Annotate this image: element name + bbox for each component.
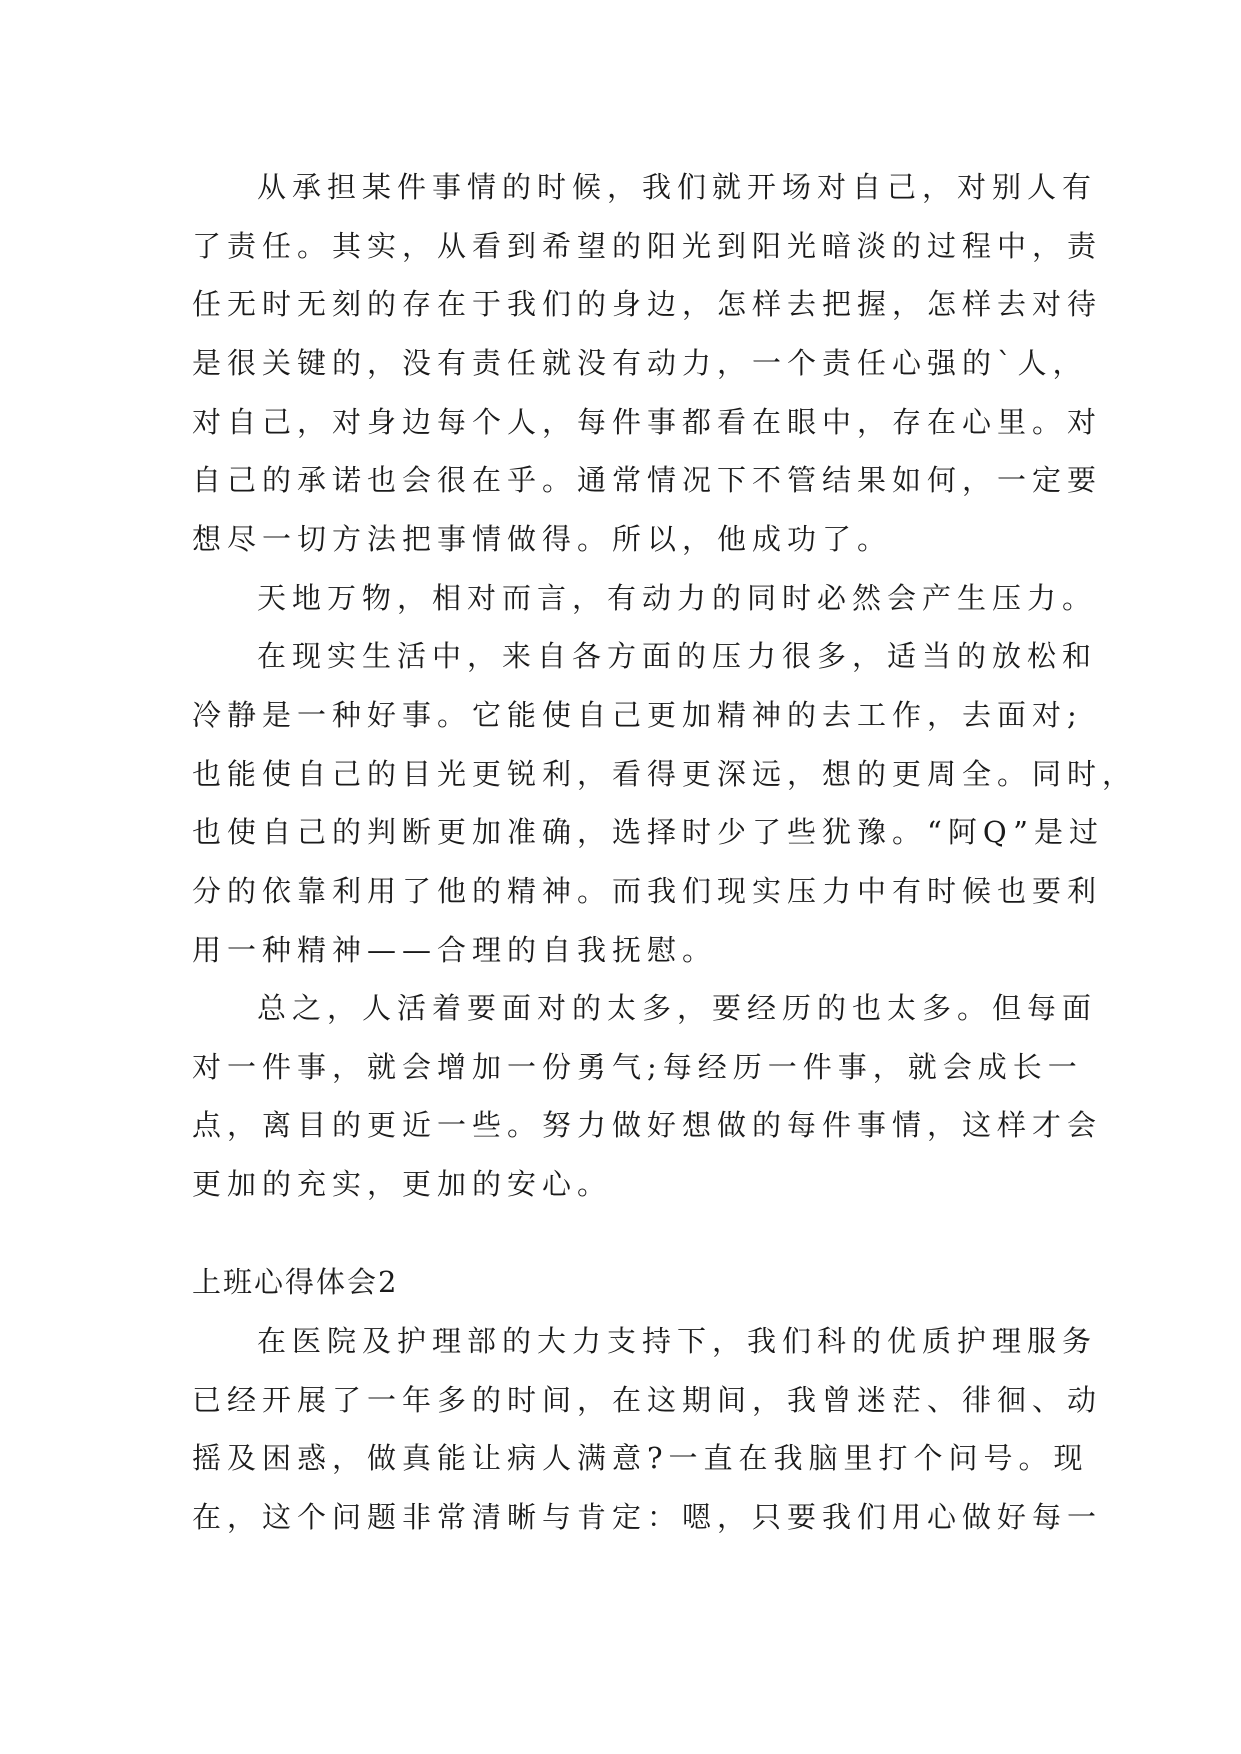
- paragraph-line: 了责任。其实，从看到希望的阳光到阳光暗淡的过程中，责: [192, 229, 1103, 263]
- paragraph-line: 是很关键的，没有责任就没有动力，一个责任心强的`人，: [192, 346, 1088, 380]
- paragraph-line: 任无时无刻的存在于我们的身边，怎样去把握，怎样去对待: [192, 287, 1103, 321]
- paragraph-line: 从承担某件事情的时候，我们就开场对自己，对别人有: [257, 170, 1098, 204]
- paragraph-line: 在现实生活中，来自各方面的压力很多，适当的放松和: [257, 639, 1098, 673]
- paragraph-line: 在医院及护理部的大力支持下，我们科的优质护理服务: [257, 1324, 1098, 1358]
- paragraph-line: 也能使自己的目光更锐利，看得更深远，想的更周全。同时，: [192, 757, 1138, 791]
- paragraph-line: 对一件事，就会增加一份勇气;每经历一件事，就会成长一: [192, 1050, 1083, 1084]
- paragraph-line: 在，这个问题非常清晰与肯定：嗯，只要我们用心做好每一: [192, 1500, 1103, 1534]
- paragraph-line: 自己的承诺也会很在乎。通常情况下不管结果如何，一定要: [192, 463, 1103, 497]
- paragraph-line: 分的依靠利用了他的精神。而我们现实压力中有时候也要利: [192, 874, 1103, 908]
- paragraph-line: 点，离目的更近一些。努力做好想做的每件事情，这样才会: [192, 1108, 1103, 1142]
- paragraph-line: 摇及困惑，做真能让病人满意?一直在我脑里打个问号。现: [192, 1441, 1089, 1475]
- paragraph-line: 想尽一切方法把事情做得。所以，他成功了。: [192, 522, 893, 556]
- paragraph-line: 也使自己的判断更加准确，选择时少了些犹豫。“阿Q”是过: [192, 815, 1104, 849]
- section-heading: 上班心得体会2: [192, 1265, 399, 1299]
- paragraph-line: 已经开展了一年多的时间，在这期间，我曾迷茫、徘徊、动: [192, 1383, 1103, 1417]
- paragraph-line: 更加的充实，更加的安心。: [192, 1167, 613, 1201]
- paragraph-line: 天地万物，相对而言，有动力的同时必然会产生压力。: [257, 581, 1098, 615]
- paragraph-line: 冷静是一种好事。它能使自己更加精神的去工作，去面对;: [192, 698, 1083, 732]
- paragraph-line: 对自己，对身边每个人，每件事都看在眼中，存在心里。对: [192, 405, 1103, 439]
- paragraph-line: 用一种精神——合理的自我抚慰。: [192, 933, 718, 967]
- paragraph-line: 总之，人活着要面对的太多，要经历的也太多。但每面: [257, 991, 1098, 1025]
